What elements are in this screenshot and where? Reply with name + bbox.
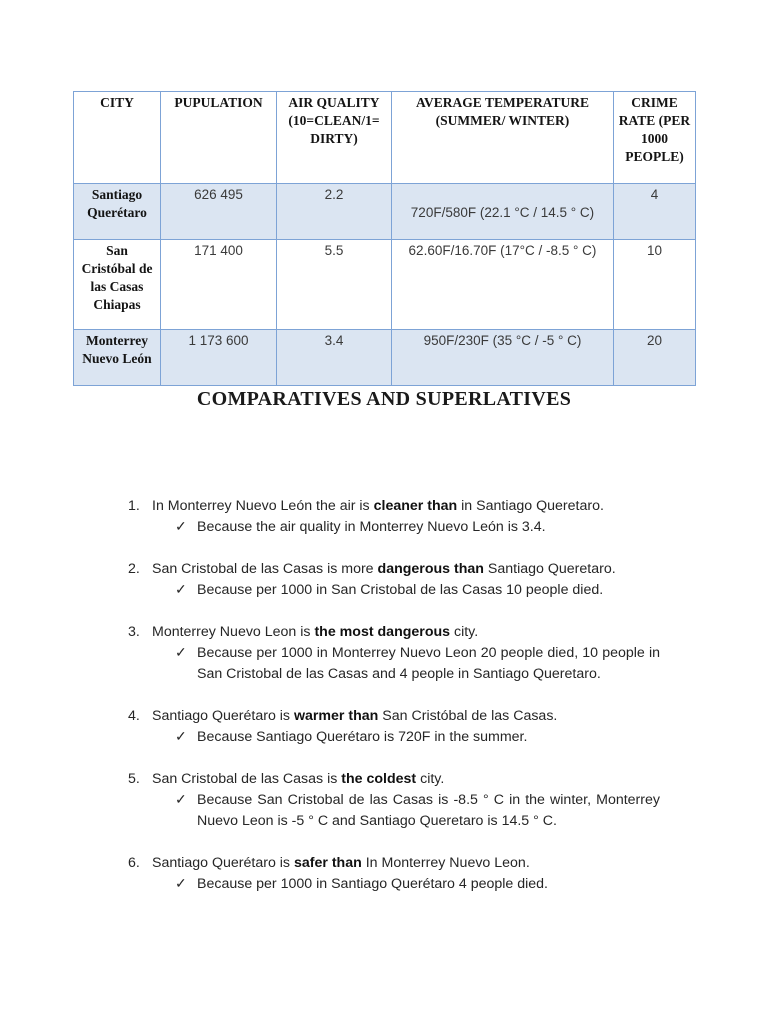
list-item <box>128 706 660 748</box>
crime-rate-cell: 10 <box>614 240 696 330</box>
header-air-quality: AIR QUALITY (10=CLEAN/1= DIRTY) <box>277 92 392 184</box>
item-text-start: San Cristobal de las Casas is more <box>152 561 378 577</box>
list-item <box>128 622 660 685</box>
header-city: CITY <box>74 92 161 184</box>
item-text-end: city. <box>416 771 445 787</box>
air-quality-cell: 2.2 <box>277 184 392 240</box>
city-cell: Santiago Querétaro <box>74 184 161 240</box>
list-item <box>128 559 660 601</box>
item-keyword: warmer than <box>293 708 379 724</box>
item-keyword: the coldest <box>341 771 417 787</box>
list-item <box>128 496 660 538</box>
temperature-cell: 62.60F/16.70F (17°C / -8.5 ° C) <box>392 240 614 330</box>
item-reason: Because Santiago Querétaro is 720F in the summer. <box>197 729 528 745</box>
item-sentence <box>152 496 604 517</box>
city-cell: San Cristóbal de las Casas Chiapas <box>74 240 161 330</box>
header-population: PUPULATION <box>161 92 277 184</box>
item-number: 6. <box>128 855 140 871</box>
item-sentence <box>152 706 557 727</box>
item-reason: Because per 1000 in Monterrey Nuevo Leon 20 people died, 10 people in San Cristobal de las Casas and 4 people in Santiago Queretaro. <box>197 645 660 682</box>
page-title: COMPARATIVES AND SUPERLATIVES <box>196 388 572 410</box>
list-item <box>128 769 660 832</box>
checkmark-icon: ✓ <box>175 792 187 808</box>
item-text-start: San Cristobal de las Casas is <box>152 771 342 787</box>
checkmark-icon: ✓ <box>175 519 187 535</box>
item-sentence <box>152 559 616 580</box>
header-average-temperature: AVERAGE TEMPERATURE (SUMMER/ WINTER) <box>392 92 614 184</box>
city-cell: Monterrey Nuevo León <box>74 330 161 386</box>
air-quality-cell: 5.5 <box>277 240 392 330</box>
item-text-start: Santiago Querétaro is <box>152 708 294 724</box>
item-text-end: city. <box>450 624 479 640</box>
item-reason: Because the air quality in Monterrey Nuevo León is 3.4. <box>197 519 546 535</box>
temperature-cell: 950F/230F (35 °C / -5 ° C) <box>392 330 614 386</box>
city-comparison-table <box>73 91 696 386</box>
item-number: 3. <box>128 624 140 640</box>
population-cell: 626 495 <box>161 184 277 240</box>
item-sentence <box>152 769 444 790</box>
item-number: 2. <box>128 561 140 577</box>
item-text-end: In Monterrey Nuevo Leon. <box>361 855 530 871</box>
crime-rate-cell: 4 <box>614 184 696 240</box>
checkmark-icon: ✓ <box>175 876 187 892</box>
population-cell: 171 400 <box>161 240 277 330</box>
table-row <box>74 184 696 240</box>
item-keyword: cleaner than <box>373 498 458 514</box>
table-row <box>74 330 696 386</box>
checkmark-icon: ✓ <box>175 645 187 661</box>
item-number: 5. <box>128 771 140 787</box>
item-text-end: San Cristóbal de las Casas. <box>378 708 558 724</box>
item-sentence <box>152 853 530 874</box>
table-header-row <box>74 92 696 184</box>
list-item <box>128 853 660 895</box>
item-reason: Because per 1000 in Santiago Querétaro 4 people died. <box>197 876 549 892</box>
checkmark-icon: ✓ <box>175 729 187 745</box>
table-row <box>74 240 696 330</box>
crime-rate-cell: 20 <box>614 330 696 386</box>
temperature-cell: 720F/580F (22.1 °C / 14.5 ° C) <box>392 184 614 240</box>
item-text-end: Santiago Queretaro. <box>483 561 616 577</box>
item-text-start: In Monterrey Nuevo León the air is <box>152 498 374 514</box>
item-sentence <box>152 622 478 643</box>
item-reason: Because per 1000 in San Cristobal de las Casas 10 people died. <box>197 582 604 598</box>
item-text-start: Monterrey Nuevo Leon is <box>152 624 315 640</box>
item-keyword: the most dangerous <box>314 624 451 640</box>
item-keyword: dangerous than <box>377 561 484 577</box>
item-number: 4. <box>128 708 140 724</box>
item-text-end: in Santiago Queretaro. <box>457 498 604 514</box>
air-quality-cell: 3.4 <box>277 330 392 386</box>
item-reason: Because San Cristobal de las Casas is -8.5 ° C in the winter, Monterrey Nuevo Leon is -5 ° C and Santiago Queretaro is 14.5 ° C. <box>197 792 660 829</box>
population-cell: 1 173 600 <box>161 330 277 386</box>
item-number: 1. <box>128 498 140 514</box>
item-text-start: Santiago Querétaro is <box>152 855 294 871</box>
checkmark-icon: ✓ <box>175 582 187 598</box>
item-keyword: safer than <box>293 855 362 871</box>
comparison-list <box>128 496 660 916</box>
header-crime-rate: CRIME RATE (PER 1000 PEOPLE) <box>614 92 696 184</box>
